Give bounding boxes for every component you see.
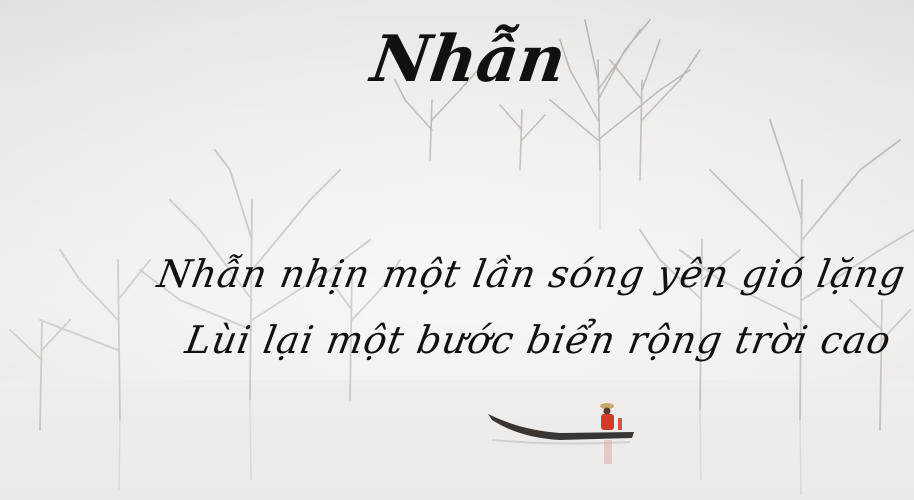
poem-line-1: Nhẫn nhịn một lần sóng yên gió lặng — [154, 252, 910, 296]
calligraphy-title: Nhẫn — [366, 22, 571, 97]
figure-reflection — [604, 440, 612, 464]
poem-line-2: Lùi lại một bước biển rộng trời cao — [182, 318, 895, 362]
figure-shirt — [601, 414, 614, 430]
